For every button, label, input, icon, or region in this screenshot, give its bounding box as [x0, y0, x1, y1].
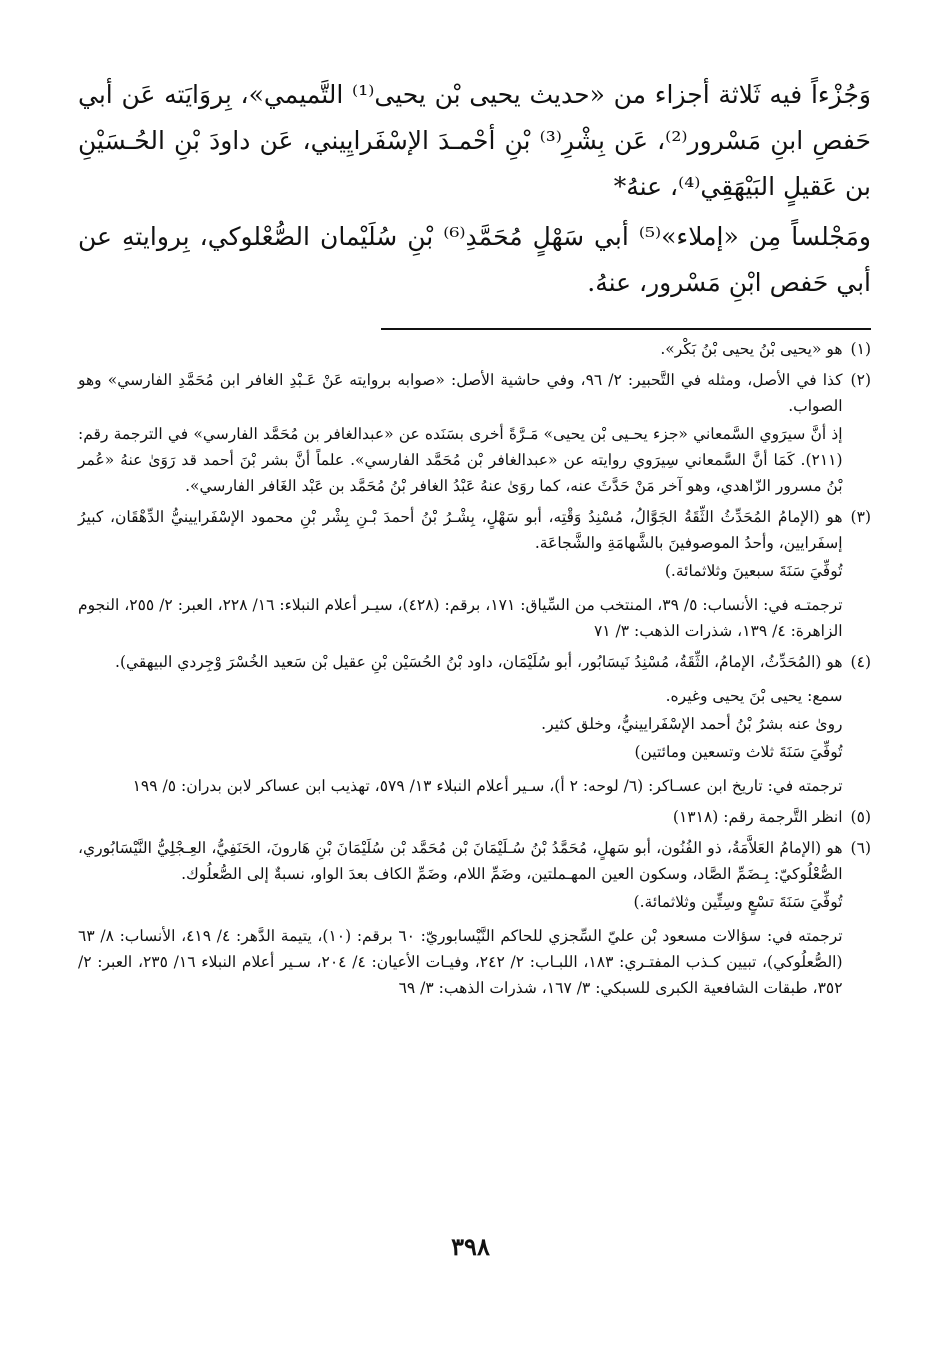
footnote-1 [78, 336, 871, 362]
footnote-sources: ترجمته في: سؤالات مسعود بْن عليّ السِّجزي للحاكم النَّيْسابوريّ: ٦٠ برقم: (١٠)، يتيمة الدَّهر: ٤/ ٤١٩، الأنساب: ٨/ ٦٣ (الصُّعلُوكي)، تبيين كـذب المفتـري: ١٨٣، اللبـاب: ٢/ ٢٤٢، وفيـات الأعيان: ٤/ ٢٠٤، سـير أعلام النبلاء ١٦/ ٢٣٥، العبر: ٢/ ٣٥٢، طبقات الشافعية الكبرى للسبكي: ٣/ ١٦٧، شذرات الذهب: ٣/ ٦٩ [78, 927, 843, 997]
main-paragraph: وَجُزْءاً فيه ثَلاثة أجزاء من «حديث يحيى بْن يحيى⁽¹⁾ التَّميمي»، بِروَايَته عَن أبي حَفصِ ابنِ مَسْرور⁽²⁾، عَن بِشْرِ⁽³⁾ بْنِ أحْمـدَ الإسْفَرايِيني، عَن داودَ بْنِ الحُـسَيْنِ بن عَقيلٍ البَيْهَقِي⁽⁴⁾، عنهُ* [78, 80, 871, 201]
footnote-text: هو (المُحَدِّثُ، الإمامُ، الثِّقَةُ، مُسْنِدُ نَيسَابُور، أبو سُلَيْمَان، داود بْنُ الحُسَيْن بْنِ عقيل بْن سَعيد الخُسْرَ وْجِردي البيهقي). [115, 653, 843, 671]
footnote-text: روىٰ عنه بشرُ بْنُ أحمد الإسْفَرايينيُّ، وخلق كثير. [541, 715, 843, 733]
footnote-text: سمع: يحيى بْنَ يحيى وغيره. [665, 687, 843, 705]
footnote-text: هو (الإمامُ العَلاَّمَةُ، ذو الفُنُون، أبو سَهلٍ، مُحَمَّدُ بْنُ سُـلَيْمَانَ بْن مُحَمَّد بْن سُلَيْمَانَ بْنِ هَارونَ، الحَنَفِيُّ، العِـجْلِيُّ النَّيْسَابُوري، الصُّعْلُوكيّ: بِـضَمِّ الصَّاد، وسكون العين المهـملتين، وضَمِّ اللام، وضَمِّ الكاف بعدَ الواو، نسبةٌ إلى الصُّعلُوك. [78, 839, 843, 883]
footnote-number: (٥) [850, 808, 871, 826]
footnote-text: هو «يحيى بْنُ يحيى بْنُ بَكْر». [660, 340, 843, 358]
footnote-text: انظر التَّرجمة رقم: (١٣١٨) [672, 808, 843, 826]
footnote-4 [78, 649, 871, 799]
main-text [78, 72, 871, 306]
footnote-text: تُوفِّيَ سَنَةَ ثلاث وتسعين ومائتين) [634, 743, 843, 761]
footnote-number: (٣) [850, 508, 871, 526]
footnote-5 [78, 804, 871, 830]
footnote-separator [381, 328, 871, 330]
footnote-text: تُوفِّيَ سَنَةَ تسْعٍ وسِتِّين وثلاثمائة.) [633, 893, 843, 911]
footnote-6 [78, 835, 871, 1001]
footnote-text: كذا في الأصل، ومثله في التَّحبير: ٢/ ٩٦، وفي حاشية الأصل: «صوابه بروايته عَنْ عَـبْدِ الغافر ابن مُحَمَّدِ الفارسي» وهو الصواب. [78, 371, 843, 415]
footnote-text: إذ أنَّ سيرَوي السَّمعاني «جزء يحـيى بْن يحيى» مَـرَّةً أخرى بسَنَده عن «عبدالغافر بن مُحَمَّد الفارسي» في الترجمة رقم: (٢١١). كَمَا أنَّ السَّمعاني سِيرَوي روايته عن «عبدالغافر بْن مُحَمَّد الفارسي». علماً أنَّ بشر بْنَ أحمد قد رَوَىٰ عنهُ «عُمر بْنُ مسرور الزّاهدي، وهو آخر مَنْ حَدَّثَ عنه، كما روَىٰ عنهُ عَبْدُ الغافر بْنُ مُحَمَّد بن عَبْد الغَافر الفارسي». [78, 425, 843, 495]
footnote-number: (١) [850, 340, 871, 358]
page-number: ٣٩٨ [451, 1232, 490, 1261]
footnotes [78, 336, 871, 1001]
footnote-2 [78, 367, 871, 499]
footnote-number: (٢) [850, 371, 871, 389]
footnote-number: (٤) [850, 653, 871, 671]
footnote-text: تُوفِّيَ سَنَةَ سبعينَ وثلاثمائة.) [664, 562, 843, 580]
footnote-number: (٦) [850, 839, 871, 857]
footnote-sources: ترجمته في: تاريخ ابن عسـاكر: (٦/ لوحه: ٢ أ)، سـير أعلام النبلاء ١٣/ ٥٧٩، تهذيب ابن عساكر لابن بدران: ٥/ ١٩٩ [132, 777, 843, 795]
footnote-3 [78, 504, 871, 644]
main-paragraph: ومَجْلساً مِن «إملاء»⁽⁵⁾ أبي سَهْلٍ مُحَمَّدِ⁽⁶⁾ بْنِ سُلَيْمان الصُّعْلوكي، بِروايتهِ عن أبي حَفص ابْنِ مَسْرور، عنهُ. [78, 222, 871, 297]
footnote-sources: ترجمتـه في: الأنساب: ٥/ ٣٩، المنتخب من السِّياق: ١٧١، برقم: (٤٢٨)، سيـر أعلام النبلاء: ١٦/ ٢٢٨، العبر: ٢/ ٢٥٥، النجوم الزاهرة: ٤/ ١٣٩، شذرات الذهب: ٣/ ٧١ [78, 596, 843, 640]
footnote-text: هو (الإمامُ المُحَدِّثُ الثِّقَةُ الجَوَّالُ، مُسْنِدُ وَقْتِه، أبو سَهْلٍ، بِشْـرُ بْنُ أحمدَ بْـنِ بِشْر بْنِ محمود الإسْفَرايينيُّ الدِّهْقَان، كبيرُ إسفَرايين، وأحدُ الموصوفينَ بالشَّهامَةِ والشَّجاعَة. [78, 508, 843, 552]
